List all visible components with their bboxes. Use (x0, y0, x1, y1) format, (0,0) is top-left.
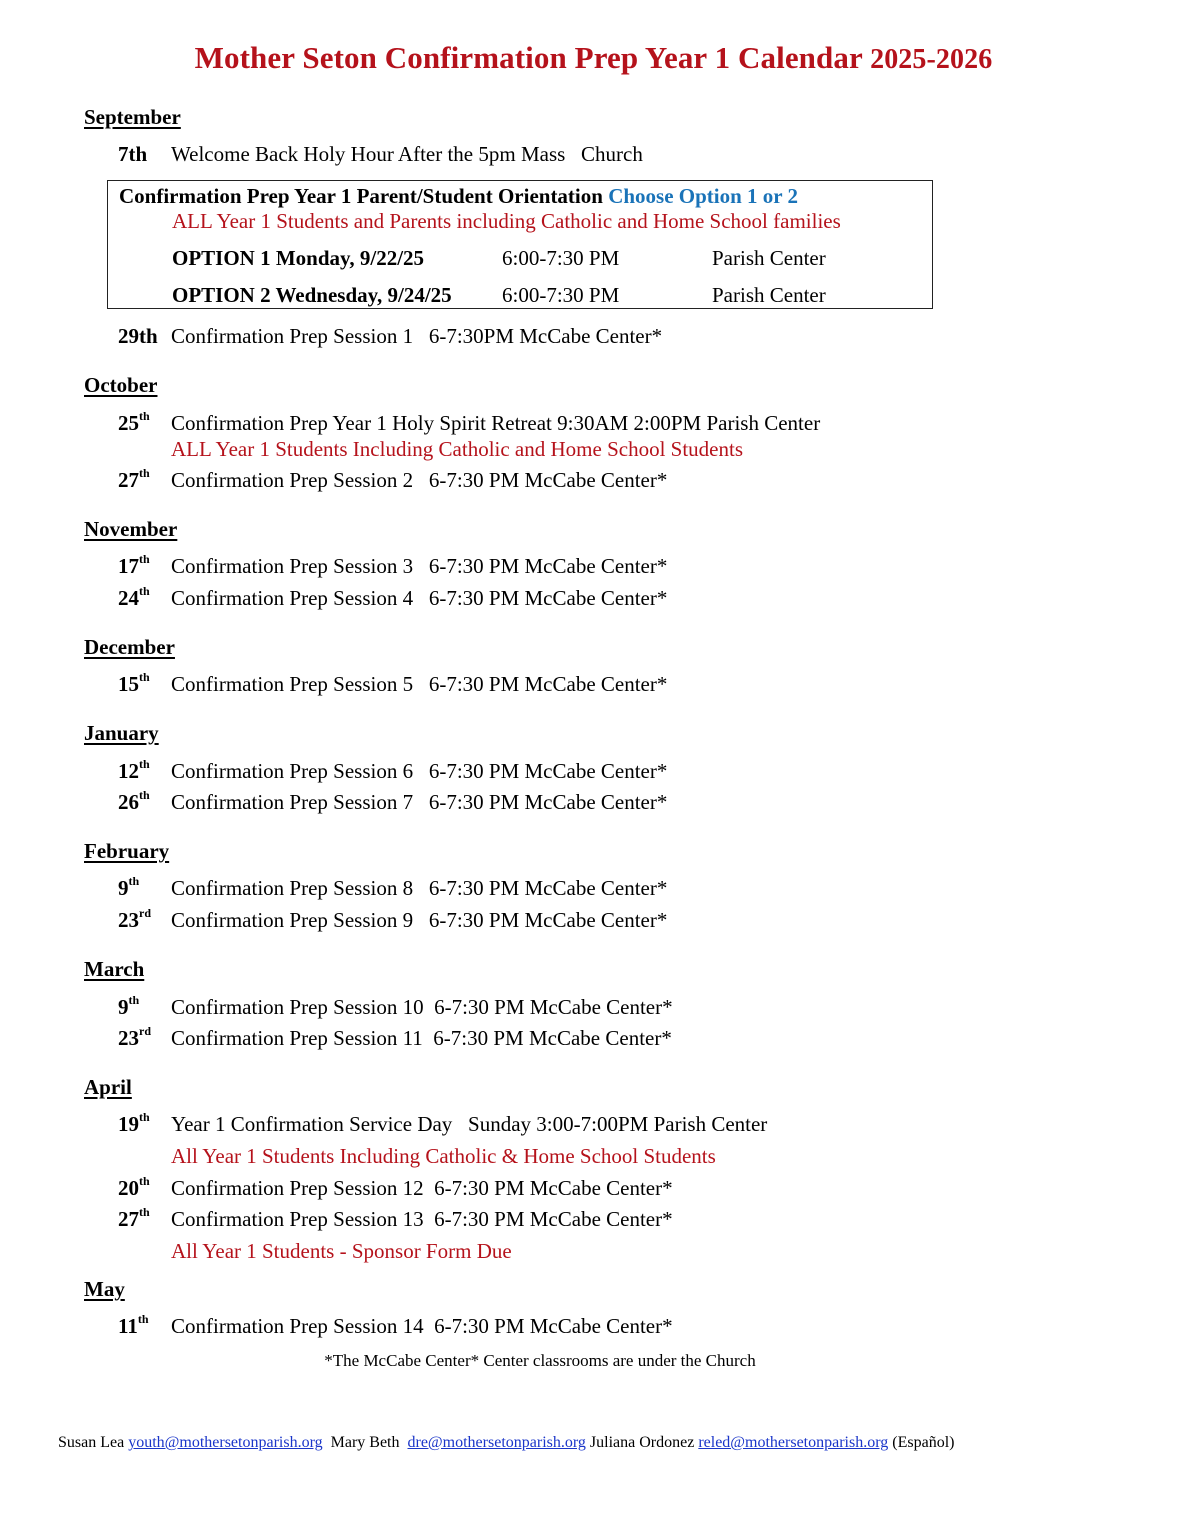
day-suffix: th (139, 1205, 150, 1219)
month-september: September (84, 105, 181, 129)
day-suffix: th (139, 670, 150, 684)
event-row (118, 468, 667, 493)
day-number: 11 (118, 1314, 138, 1338)
day-suffix: th (139, 788, 150, 802)
event-row (118, 1026, 672, 1051)
event-desc: Confirmation Prep Session 13 6-7:30 PM McCabe Center* (171, 1207, 673, 1231)
event-day (118, 586, 171, 611)
day-number: 9 (118, 995, 129, 1019)
event-desc: Confirmation Prep Session 2 6-7:30 PM McCabe Center* (171, 468, 668, 492)
email-link-dre[interactable]: dre@mothersetonparish.org (407, 1434, 586, 1451)
day-number: 24 (118, 586, 139, 610)
event-note: All Year 1 Students Including Catholic & Home School Students (171, 1144, 716, 1168)
month-may: May (84, 1277, 125, 1301)
event-desc: Confirmation Prep Session 9 6-7:30 PM McCabe Center* (171, 908, 668, 932)
month-october: October (84, 373, 158, 397)
day-suffix: th (139, 584, 150, 598)
event-day (118, 411, 171, 436)
day-suffix: th (139, 1174, 150, 1188)
event-row (118, 790, 667, 815)
event-day: 29th (118, 324, 158, 348)
orientation-heading (119, 184, 798, 209)
day-number: 17 (118, 554, 139, 578)
event-day (118, 1207, 171, 1232)
day-number: 26 (118, 790, 139, 814)
option-time: 6:00-7:30 PM (502, 246, 620, 270)
event-desc: Year 1 Confirmation Service Day Sunday 3:00-7:00PM Parish Center (171, 1112, 768, 1136)
event-desc: Confirmation Prep Session 10 6-7:30 PM McCabe Center* (171, 995, 673, 1019)
event-desc: Confirmation Prep Session 8 6-7:30 PM McCabe Center* (171, 876, 668, 900)
page-title (0, 40, 1187, 76)
option-place: Parish Center (712, 283, 826, 307)
event-desc: Confirmation Prep Session 11 6-7:30 PM McCabe Center* (171, 1026, 672, 1050)
day-number: 23 (118, 1026, 139, 1050)
choose-option-text: Choose Option 1 or 2 (608, 184, 799, 208)
event-row (118, 759, 667, 784)
orientation-audience: ALL Year 1 Students and Parents including Catholic and Home School families (172, 209, 841, 233)
day-number: 25 (118, 411, 139, 435)
event-row (118, 411, 820, 436)
day-number: 9 (118, 876, 129, 900)
event-row (118, 554, 667, 579)
title-text: Mother Seton Confirmation Prep Year 1 Calendar (194, 40, 871, 75)
option-time: 6:00-7:30 PM (502, 283, 620, 307)
event-day (118, 995, 171, 1020)
month-april: April (84, 1075, 132, 1099)
day-suffix: th (139, 757, 150, 771)
contact-name: Juliana Ordonez (589, 1434, 695, 1451)
orientation-option-2 (172, 283, 826, 308)
day-suffix: th (139, 409, 150, 423)
orientation-option-1 (172, 246, 826, 271)
event-day (118, 908, 171, 933)
event-row (118, 1314, 673, 1339)
day-number: 20 (118, 1176, 139, 1200)
event-note: ALL Year 1 Students Including Catholic and Home School Students (171, 437, 744, 461)
orientation-heading-text: Confirmation Prep Year 1 Parent/Student Orientation (119, 184, 609, 208)
day-suffix: th (137, 1312, 149, 1326)
event-day (118, 759, 171, 784)
event-row (118, 908, 667, 933)
event-day (118, 876, 171, 901)
day-suffix: th (128, 874, 140, 888)
event-day (118, 1176, 171, 1201)
event-day (118, 468, 171, 493)
event-desc: Confirmation Prep Session 5 6-7:30 PM McCabe Center* (171, 672, 668, 696)
event-desc: Confirmation Prep Session 3 6-7:30 PM McCabe Center* (171, 554, 668, 578)
day-number: 27 (118, 468, 139, 492)
month-november: November (84, 517, 178, 541)
day-number: 19 (118, 1112, 139, 1136)
event-day: 7th (118, 142, 148, 166)
event-day (118, 790, 171, 815)
event-desc: Confirmation Prep Session 7 6-7:30 PM McCabe Center* (171, 790, 668, 814)
event-desc: Confirmation Prep Session 4 6-7:30 PM McCabe Center* (171, 586, 668, 610)
event-row (118, 1112, 767, 1137)
day-suffix: rd (139, 1024, 151, 1038)
contact-name: Susan Lea (58, 1434, 125, 1451)
month-january: January (84, 721, 159, 745)
day-suffix: th (139, 1110, 150, 1124)
day-suffix: th (139, 552, 150, 566)
event-row (118, 672, 667, 697)
email-link-youth[interactable]: youth@mothersetonparish.org (128, 1434, 323, 1451)
mccabe-footnote: *The McCabe Center* Center classrooms are under the Church (324, 1351, 756, 1370)
option-label: OPTION 1 Monday, 9/22/25 (172, 246, 425, 270)
event-row (118, 324, 662, 349)
day-suffix: th (139, 466, 150, 480)
event-desc: Confirmation Prep Session 1 6-7:30PM McCabe Center* (171, 324, 663, 348)
event-day (118, 1026, 171, 1051)
day-number: 15 (118, 672, 139, 696)
event-day (118, 1112, 171, 1137)
event-desc: Welcome Back Holy Hour After the 5pm Mass Church (171, 142, 643, 166)
day-number: 27 (118, 1207, 139, 1231)
option-place: Parish Center (712, 246, 826, 270)
title-year: 2025-2026 (870, 44, 993, 75)
contact-footer (58, 1434, 954, 1452)
event-row (118, 876, 667, 901)
event-day (118, 672, 171, 697)
event-row (118, 142, 643, 167)
event-row (118, 1207, 673, 1232)
event-note: All Year 1 Students - Sponsor Form Due (171, 1239, 512, 1263)
event-desc: Confirmation Prep Session 6 6-7:30 PM McCabe Center* (171, 759, 668, 783)
email-link-reled[interactable]: reled@mothersetonparish.org (698, 1434, 889, 1451)
option-label: OPTION 2 Wednesday, 9/24/25 (172, 283, 452, 307)
event-desc: Confirmation Prep Session 12 6-7:30 PM McCabe Center* (171, 1176, 673, 1200)
event-row (118, 1176, 673, 1201)
event-desc: Confirmation Prep Year 1 Holy Spirit Retreat 9:30AM 2:00PM Parish Center (171, 411, 821, 435)
contact-name: Mary Beth (330, 1434, 400, 1451)
orientation-box (107, 180, 933, 309)
day-suffix: rd (139, 906, 151, 920)
event-row (118, 586, 667, 611)
contact-suffix: (Español) (892, 1434, 955, 1451)
month-december: December (84, 635, 175, 659)
event-desc: Confirmation Prep Session 14 6-7:30 PM McCabe Center* (171, 1314, 673, 1338)
event-day (118, 554, 171, 579)
month-march: March (84, 957, 145, 981)
day-suffix: th (128, 993, 140, 1007)
day-number: 23 (118, 908, 139, 932)
day-number: 12 (118, 759, 139, 783)
event-row (118, 995, 673, 1020)
month-february: February (84, 839, 170, 863)
event-day (118, 1314, 171, 1339)
